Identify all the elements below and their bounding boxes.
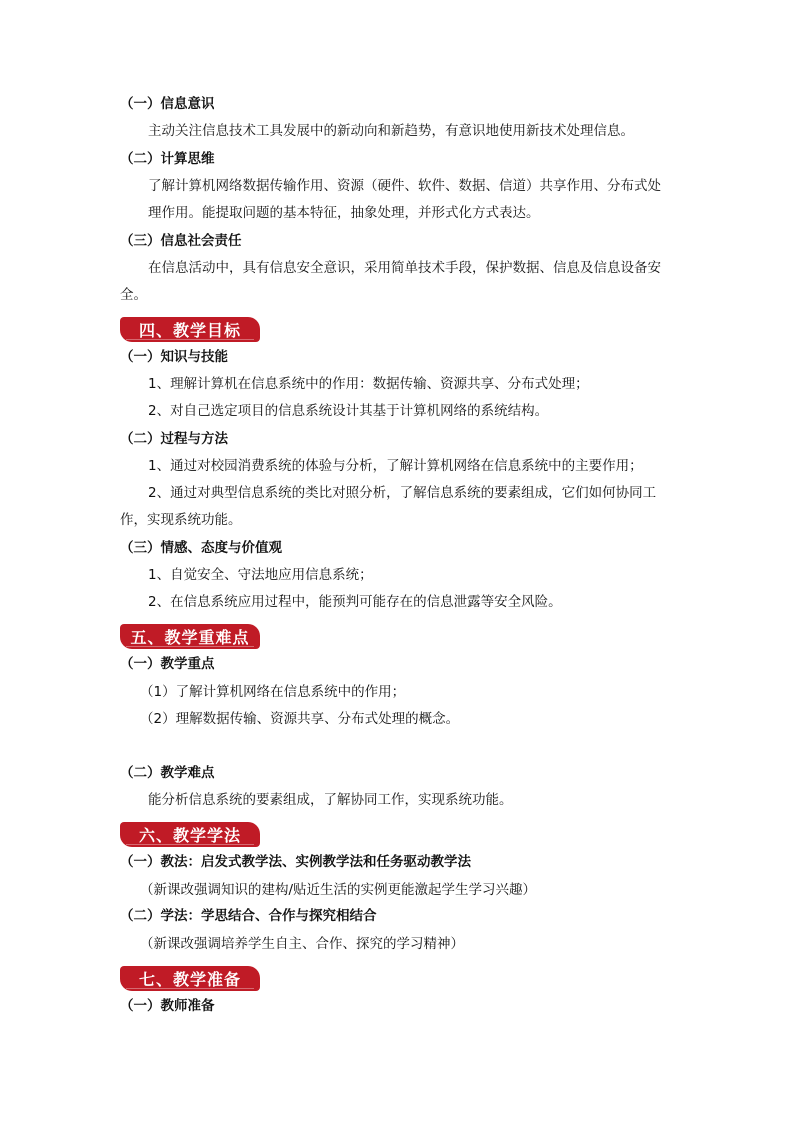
list-item: 1、通过对校园消费系统的体验与分析，了解计算机网络在信息系统中的主要作用； [148,458,643,474]
section-banner-teaching-preparation: 七、教学准备 [120,966,260,991]
heading-teacher-preparation: （一）教师准备 [120,998,215,1014]
list-item: （1）了解计算机网络在信息系统中的作用； [140,684,406,700]
heading-info-awareness: （一）信息意识 [120,96,215,112]
paragraph-computational-thinking-1: 了解计算机网络数据传输作用、资源（硬件、软件、数据、信道）共享作用、分布式处 [148,178,661,194]
section-banner-teaching-methods: 六、教学学法 [120,822,260,847]
heading-teaching-method: （一）教法：启发式教学法、实例教学法和任务驱动教学法 [120,854,471,870]
list-item: 2、对自己选定项目的信息系统设计其基于计算机网络的系统结构。 [148,403,549,419]
heading-teaching-difficulty: （二）教学难点 [120,765,215,781]
method-note: （新课改强调知识的建构/贴近生活的实例更能激起学生学习兴趣） [140,882,537,898]
list-item: 2、在信息系统应用过程中，能预判可能存在的信息泄露等安全风险。 [148,594,562,610]
heading-computational-thinking: （二）计算思维 [120,151,215,167]
list-item: 1、理解计算机在信息系统中的作用：数据传输、资源共享、分布式处理； [148,376,589,392]
heading-social-responsibility: （三）信息社会责任 [120,233,242,249]
heading-knowledge-skills: （一）知识与技能 [120,349,228,365]
paragraph-computational-thinking-2: 理作用。能提取问题的基本特征，抽象处理，并形式化方式表达。 [148,205,540,221]
paragraph-social-responsibility-1: 在信息活动中，具有信息安全意识，采用简单技术手段，保护数据、信息及信息设备安 [148,260,661,276]
list-item: 1、自觉安全、守法地应用信息系统； [148,567,373,583]
paragraph-social-responsibility-2: 全。 [120,287,147,303]
section-banner-teaching-goals: 四、教学目标 [120,317,260,342]
paragraph-info-awareness: 主动关注信息技术工具发展中的新动向和新趋势，有意识地使用新技术处理信息。 [148,123,634,139]
paragraph-teaching-difficulty: 能分析信息系统的要素组成，了解协同工作，实现系统功能。 [148,792,513,808]
list-item: 2、通过对典型信息系统的类比对照分析，了解信息系统的要素组成，它们如何协同工 [148,485,657,501]
method-note: （新课改强调培养学生自主、合作、探究的学习精神） [140,936,464,952]
section-banner-key-points: 五、教学重难点 [120,624,260,649]
heading-process-methods: （二）过程与方法 [120,431,228,447]
heading-teaching-focus: （一）教学重点 [120,656,215,672]
heading-learning-method: （二）学法：学思结合、合作与探究相结合 [120,908,377,924]
heading-emotion-values: （三）情感、态度与价值观 [120,540,282,556]
list-item: （2）理解数据传输、资源共享、分布式处理的概念。 [140,711,460,727]
list-item-continuation: 作，实现系统功能。 [120,512,242,528]
